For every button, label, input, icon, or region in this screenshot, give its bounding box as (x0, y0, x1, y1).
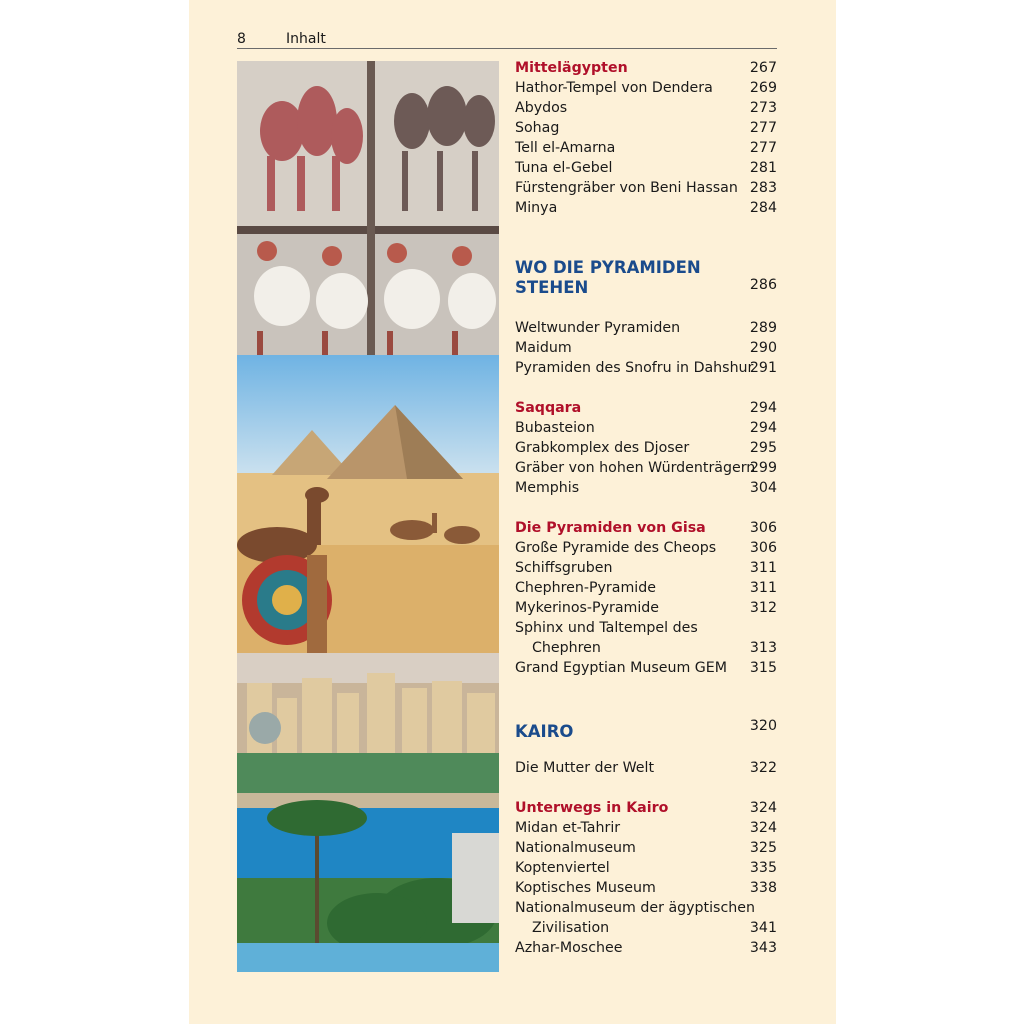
book-page (189, 0, 836, 1024)
toc-entry[interactable] (515, 578, 777, 598)
toc-entry-title: Große Pyramide des Cheops (515, 540, 717, 556)
toc-subheading[interactable]: Saqqara 294 (515, 400, 777, 416)
cairo-skyline-photo (237, 653, 499, 972)
toc-entry-title: Abydos (515, 100, 568, 116)
toc-entry-title: Maidum (515, 340, 572, 356)
toc-entry[interactable] (515, 198, 777, 218)
toc-entry-title: Minya (515, 200, 558, 216)
toc-entry-page: 299 (749, 460, 777, 476)
toc-entry[interactable] (515, 138, 777, 158)
toc-entry[interactable] (515, 338, 777, 358)
running-header (237, 30, 777, 49)
tomb-relief-photo (237, 61, 499, 355)
toc-entry-title: Hathor-Tempel von Dendera (515, 80, 713, 96)
toc-entry[interactable] (515, 358, 777, 378)
toc-subheading[interactable]: Unterwegs in Kairo 324 (515, 800, 777, 816)
toc-entry-page: 290 (749, 340, 777, 356)
toc-entry-continuation[interactable]: Chephren 313 (532, 640, 777, 656)
toc-entry-page: 291 (749, 360, 777, 376)
toc-subheading[interactable]: Mittelägypten 267 (515, 60, 777, 76)
toc-entry[interactable] (515, 158, 777, 178)
toc-entry-page: 324 (749, 820, 777, 836)
toc-chapter-heading[interactable]: KAIRO 320 (515, 718, 777, 741)
toc-entry-title: Gräber von hohen Würdenträgern (515, 460, 756, 476)
toc-entry-continuation[interactable]: Zivilisation 341 (532, 920, 777, 936)
pyramids-camels-photo (237, 355, 499, 653)
toc-entry-title: Pyramiden des Snofru in Dahshur (515, 360, 754, 376)
toc-entry[interactable] (515, 478, 777, 498)
toc-entry-page: 306 (749, 540, 777, 556)
toc-entry-title: Nationalmuseum (515, 840, 636, 856)
toc-entry-title: Grabkomplex des Djoser (515, 440, 690, 456)
toc-entry-page: 294 (749, 420, 777, 436)
toc-entry-title: Chephren-Pyramide (515, 580, 656, 596)
toc-entry-title: Sohag (515, 120, 560, 136)
toc-entry-page: 281 (749, 160, 777, 176)
toc-entry-title: Fürstengräber von Beni Hassan (515, 180, 738, 196)
toc-entry-page: 335 (749, 860, 777, 876)
toc-entry-title: Koptisches Museum (515, 880, 656, 896)
toc-entry[interactable] (515, 78, 777, 98)
toc-entry-title: Midan et-Tahrir (515, 820, 621, 836)
toc-entry[interactable] (515, 838, 777, 858)
toc-entry-title: Memphis (515, 480, 580, 496)
toc-entry-page: 311 (749, 560, 777, 576)
toc-entry[interactable] (515, 558, 777, 578)
toc-entry[interactable] (515, 98, 777, 118)
toc-entry[interactable]: Sphinx und Taltempel des (515, 620, 698, 636)
toc-entry-page: 277 (749, 140, 777, 156)
toc-entry-page: 283 (749, 180, 777, 196)
toc-entry-page: 325 (749, 840, 777, 856)
toc-entry-page: 284 (749, 200, 777, 216)
toc-entry-title: Weltwunder Pyramiden (515, 320, 681, 336)
toc-entry-title: Mykerinos-Pyramide (515, 600, 660, 616)
toc-entry[interactable]: Nationalmuseum der ägyptischen (515, 900, 755, 916)
toc-entry-title: Schiffsgruben (515, 560, 613, 576)
toc-entry-page: 269 (749, 80, 777, 96)
toc-entry-title: Tell el-Amarna (515, 140, 616, 156)
toc-entry-title: Bubasteion (515, 420, 595, 436)
toc-entry[interactable] (515, 178, 777, 198)
toc-entry[interactable]: Grand Egyptian Museum GEM 315 (515, 660, 777, 676)
toc-entry-page: 304 (749, 480, 777, 496)
page-number: 8 (237, 31, 246, 47)
toc-entry-page: 277 (749, 120, 777, 136)
toc-entry[interactable] (515, 858, 777, 878)
toc-entry-page: 295 (749, 440, 777, 456)
toc-entry[interactable]: Azhar-Moschee 343 (515, 940, 777, 956)
toc-chapter-heading[interactable]: WO DIE PYRAMIDEN STEHEN 286 (515, 258, 777, 297)
toc-entry[interactable]: Die Mutter der Welt 322 (515, 760, 777, 776)
toc-entry-title: Tuna el-Gebel (515, 160, 613, 176)
toc-entry[interactable] (515, 878, 777, 898)
header-title: Inhalt (286, 31, 326, 47)
toc-entry[interactable] (515, 818, 777, 838)
toc-entry[interactable] (515, 418, 777, 438)
toc-entry-page: 311 (749, 580, 777, 596)
toc-entry[interactable] (515, 118, 777, 138)
toc-entry[interactable] (515, 598, 777, 618)
toc-entry-page: 338 (749, 880, 777, 896)
toc-entry[interactable] (515, 458, 777, 478)
toc-entry-page: 289 (749, 320, 777, 336)
toc-entry[interactable] (515, 318, 777, 338)
toc-entry-title: Koptenviertel (515, 860, 610, 876)
photo-column (237, 61, 499, 972)
toc-subheading[interactable]: Die Pyramiden von Gisa 306 (515, 520, 777, 536)
toc-entry-page: 312 (749, 600, 777, 616)
toc-entry[interactable] (515, 438, 777, 458)
toc-entry-page: 273 (749, 100, 777, 116)
toc-entry[interactable] (515, 538, 777, 558)
table-of-contents (515, 58, 777, 958)
